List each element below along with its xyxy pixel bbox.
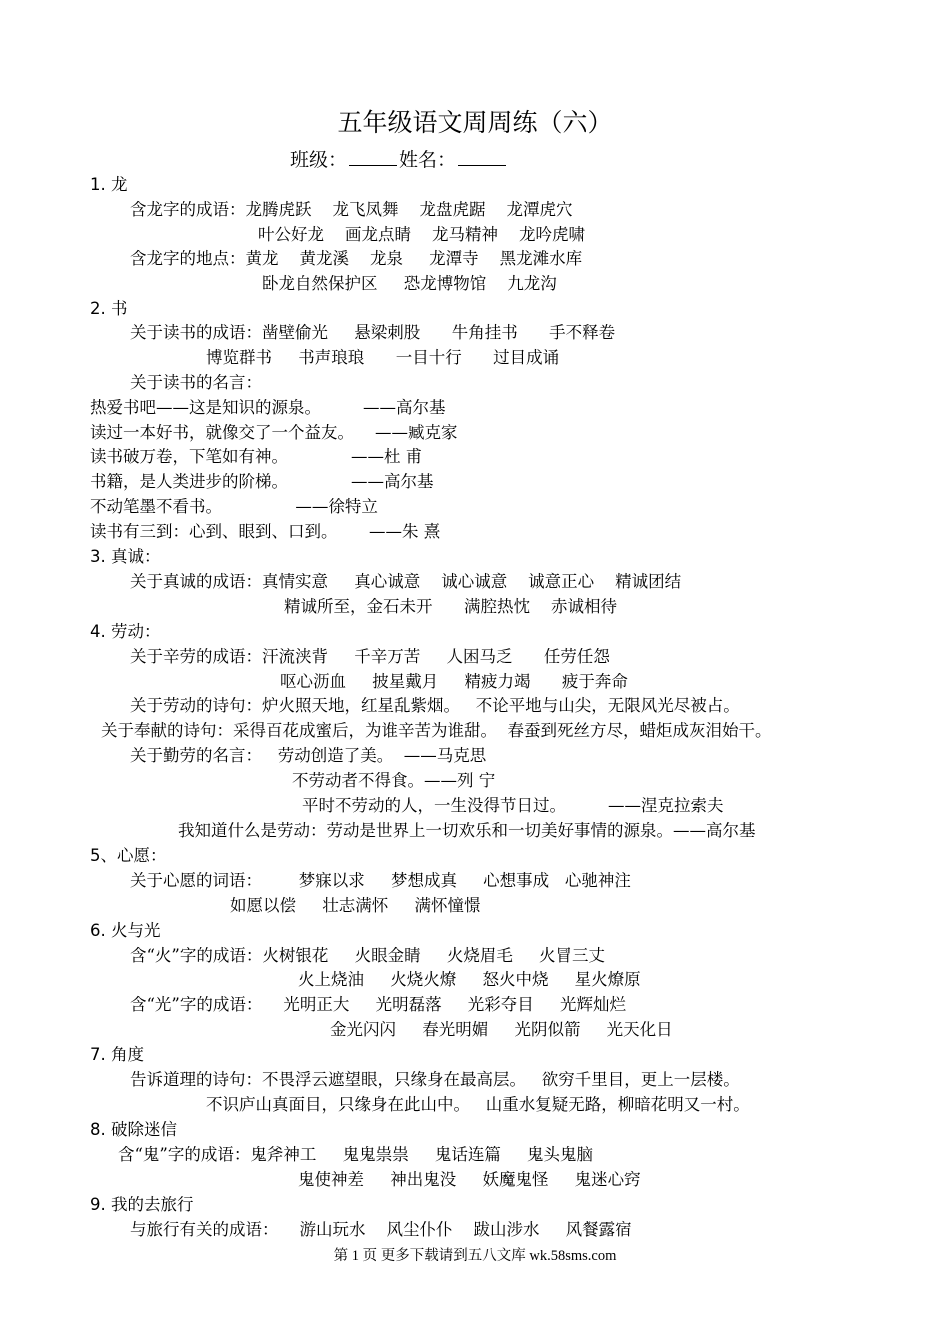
text-line: 金光闪闪 春光明媚 光阴似箭 光天化日	[330, 1020, 673, 1039]
text-line: 书籍，是人类进步的阶梯。 ——高尔基	[90, 472, 434, 491]
text-line: 关于劳动的诗句：炉火照天地，红星乱紫烟。 不论平地与山尖，无限风光尽被占。	[130, 696, 740, 715]
section-heading: 5、心愿：	[90, 846, 167, 865]
section-heading: 6. 火与光	[90, 921, 161, 940]
text-line: 火上烧油 火烧火燎 怒火中烧 星火燎原	[298, 970, 641, 989]
text-line: 与旅行有关的成语： 游山玩水 风尘仆仆 跋山涉水 风餐露宿	[130, 1220, 632, 1239]
name-label: 姓名：	[399, 149, 457, 171]
text-line: 关于勤劳的名言： 劳动创造了美。 ——马克思	[130, 746, 487, 765]
text-line: 关于辛劳的成语：汗流浃背 千辛万苦 人困马乏 任劳任怨	[130, 647, 610, 666]
section-heading: 7. 角度	[90, 1045, 144, 1064]
text-line: 精诚所至，金石未开 满腔热忱 赤诚相待	[284, 597, 617, 616]
text-line: 热爱书吧——这是知识的源泉。 ——高尔基	[90, 398, 446, 417]
section-heading: 4. 劳动：	[90, 622, 161, 641]
text-line: 不动笔墨不看书。 ——徐特立	[90, 497, 378, 516]
section-heading: 1. 龙	[90, 175, 128, 194]
text-line: 读书有三到：心到、眼到、口到。 ——朱 熹	[90, 522, 441, 541]
page-title: 五年级语文周周练（六）	[337, 108, 613, 137]
section-heading: 3. 真诚：	[90, 547, 161, 566]
class-label: 班级：	[290, 149, 348, 171]
text-line: 关于读书的名言：	[130, 373, 262, 392]
text-line: 关于读书的成语：凿壁偷光 悬梁刺股 牛角挂书 手不释卷	[130, 323, 616, 342]
name-blank	[458, 163, 506, 166]
section-heading: 8. 破除迷信	[90, 1120, 177, 1139]
class-blank	[349, 163, 397, 166]
text-line: 不劳动者不得食。——列 宁	[292, 771, 496, 790]
section-heading: 9. 我的去旅行	[90, 1195, 194, 1214]
text-line: 关于心愿的词语： 梦寐以求 梦想成真 心想事成 心驰神注	[130, 871, 631, 890]
text-line: 关于真诚的成语：真情实意 真心诚意 诚心诚意 诚意正心 精诚团结	[130, 572, 682, 591]
text-line: 含龙字的成语：龙腾虎跃 龙飞凤舞 龙盘虎踞 龙潭虎穴	[130, 200, 573, 219]
text-line: 鬼使神差 神出鬼没 妖魔鬼怪 鬼迷心窍	[298, 1170, 641, 1189]
page-footer: 第 1 页 更多下载请到五八文库 wk.58sms.com	[333, 1248, 617, 1264]
text-line: 含“鬼”字的成语：鬼斧神工 鬼鬼祟祟 鬼话连篇 鬼头鬼脑	[118, 1145, 594, 1164]
section-heading: 2. 书	[90, 299, 128, 318]
text-line: 含“火”字的成语：火树银花 火眼金睛 火烧眉毛 火冒三丈	[130, 946, 606, 965]
text-line: 博览群书 书声琅琅 一目十行 过目成诵	[206, 348, 560, 367]
text-line: 平时不劳动的人，一生没得节日过。 ——涅克拉索夫	[302, 796, 724, 815]
text-line: 如愿以偿 壮志满怀 满怀憧憬	[230, 896, 481, 915]
text-line: 卧龙自然保护区 恐龙博物馆 九龙沟	[262, 274, 557, 293]
text-line: 不识庐山真面目，只缘身在此山中。 山重水复疑无路，柳暗花明又一村。	[206, 1095, 750, 1114]
text-line: 含龙字的地点：黄龙 黄龙溪 龙泉 龙潭寺 黑龙滩水库	[130, 249, 583, 268]
text-line: 读书破万卷，下笔如有神。 ——杜 甫	[90, 447, 423, 466]
text-line: 告诉道理的诗句：不畏浮云遮望眼，只缘身在最高层。 欲穷千里目，更上一层楼。	[130, 1070, 740, 1089]
text-line: 读过一本好书，就像交了一个益友。 ——臧克家	[90, 423, 458, 442]
text-line: 关于奉献的诗句：采得百花成蜜后，为谁辛苦为谁甜。 春蚕到死丝方尽，蜡炬成灰泪始干。	[101, 721, 772, 740]
text-line: 我知道什么是劳动：劳动是世界上一切欢乐和一切美好事情的源泉。——高尔基	[178, 821, 756, 840]
student-info-line	[290, 148, 508, 172]
text-line: 含“光”字的成语： 光明正大 光明磊落 光彩夺目 光辉灿烂	[130, 995, 627, 1014]
text-line: 叶公好龙 画龙点睛 龙马精神 龙吟虎啸	[258, 225, 585, 244]
text-line: 呕心沥血 披星戴月 精疲力竭 疲于奔命	[280, 672, 628, 691]
